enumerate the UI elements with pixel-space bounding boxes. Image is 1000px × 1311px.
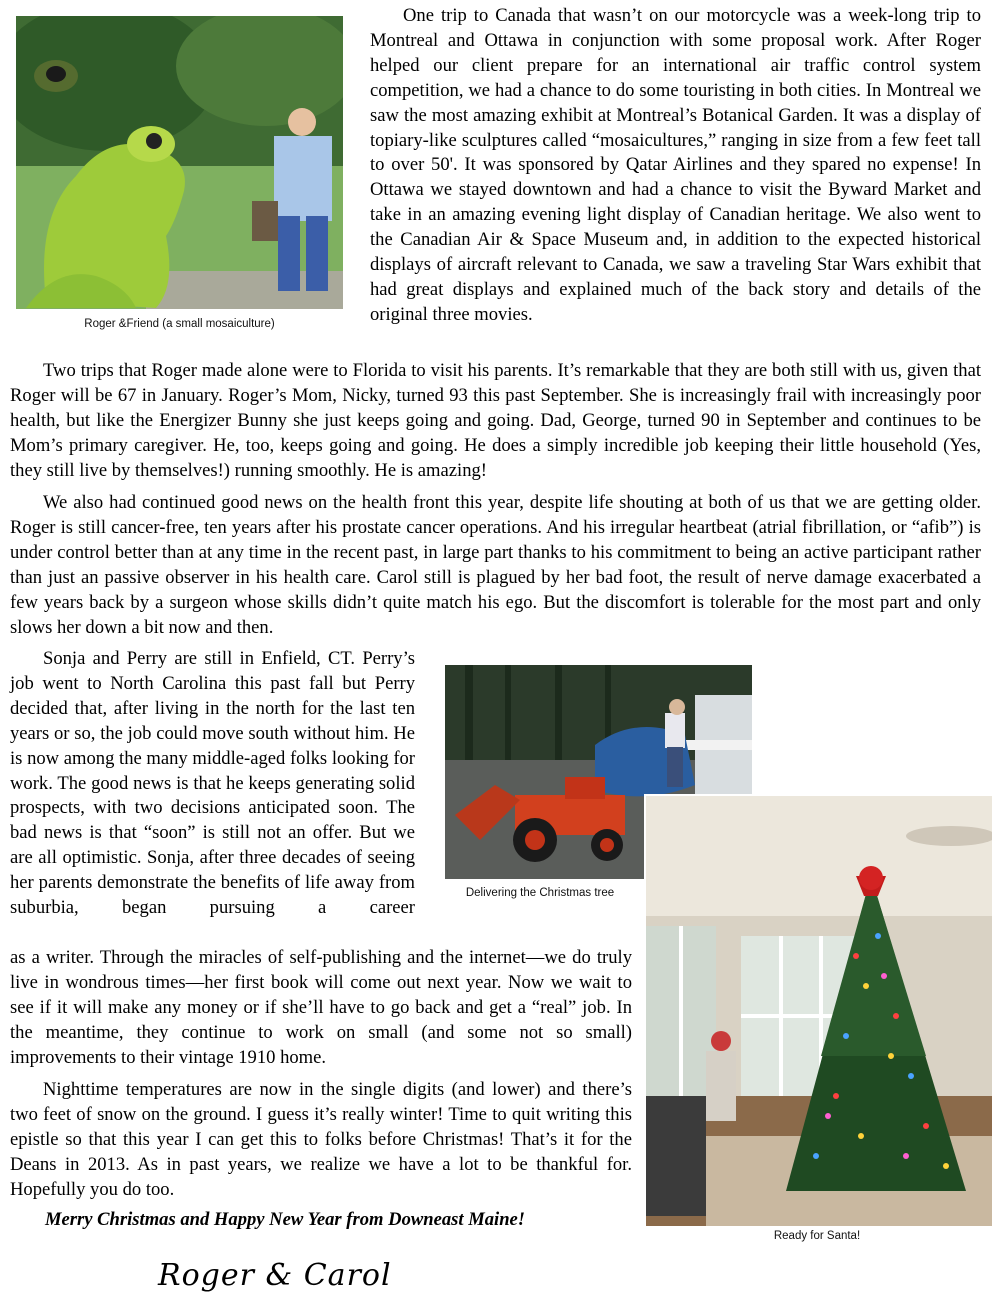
paragraph-sonja-perry: Sonja and Perry are still in Enfield, CT. Perry’s job went to North Carolina this past fall but Perry decided that, after living in the north for the last ten years or so, the job could move south without him. He is now among the many middle-aged folks looking for work. The good news is that he keeps generating solid prospects, with two decisions anticipated soon. The bad news is that “soon” is still not an offer. But we are all optimistic. Sonja, after three decades of seeing her parents demonstrate the benefits of life away from suburbia, began pursuing a career [10, 648, 415, 919]
paragraph-florida-parents: Two trips that Roger made alone were to Florida to visit his parents. It’s remarkable that they are both still with us, given that Roger will be 67 in January. Roger’s Mom, Nicky, turned 93 this past September. She is increasingly frail with increasingly poor health, but like the Energizer Bunny she just keeps going and going. Dad, George, turned 90 in September and continues to be Mom’s primary caregiver. He, too, keeps going and going. He does a simply incredible job keeping their little household (Yes, they still live by themselves!) running smoothly. He is amazing! [10, 360, 981, 481]
closing-greeting: Merry Christmas and Happy New Year from Downeast Maine! [45, 1209, 526, 1230]
paragraph-sonja-writer: as a writer. Through the miracles of self-publishing and the internet—we do truly live in wondrous times—her first book will come out next year. Now we wait to see if it will make any money or if she’ll have to go back and get a “real” job. In the meantime, they continue to work on small (and some not so small) improvements to their vintage 1910 home. [10, 947, 632, 1068]
tree-photo-caption: Ready for Santa! [773, 1230, 861, 1242]
christmas-tree-photo [644, 794, 992, 1226]
frog-photo-caption: Roger &Friend (a small mosaiculture) [84, 318, 275, 330]
paragraph-health: We also had continued good news on the health front this year, despite life shouting at both of us that we are getting older. Roger is still cancer-free, ten years after his prostate cancer operations. And his irregular heartbeat (atrial fibrillation, or “afib”) is under control better than at any time in the recent past, in large part thanks to his commitment to being an active participant rather than just an passive observer in his health care. Carol still is plagued by her bad foot, the result of nerve damage exacerbated a few years back by a surgeon whose skills didn’t quite match his ego. But the discomfort is tolerable for the most part and only slows her down a bit now and then. [10, 492, 981, 638]
paragraph-montreal-ottawa: One trip to Canada that wasn’t on our motorcycle was a week-long trip to Montreal and Ottawa in conjunction with some proposal work. After Roger helped our client prepare for an international air traffic control system competition, we had a chance to do some touristing in both cities. In Montreal we saw the most amazing exhibit at Montreal’s Botanical Garden. It was a display of topiary-like sculptures called “mosaicultures,” ranging in size from a few feet tall to over 50'. It was sponsored by Qatar Airlines and they spared no expense! In Ottawa we stayed downtown and had a chance to visit the Byward Market and take in an amazing evening light display of Canadian heritage. We also went to the Canadian Air & Space Museum and, in addition to the expected historical displays of aircraft relevant to Canada, we saw a traveling Star Wars exhibit that had great displays and explained much of the back story and details of the original three movies. [370, 5, 981, 325]
tractor-photo-caption: Delivering the Christmas tree [465, 887, 615, 899]
frog-mosaiculture-photo [16, 16, 343, 309]
paragraph-winter-closing: Nighttime temperatures are now in the single digits (and lower) and there’s two feet of snow on the ground. I guess it’s really winter! Time to quit writing this epistle so that this year I can get this to folks before Christmas! That’s it for the Deans in 2013. As in past years, we realize we have a lot to be thankful for. Hopefully you do too. [10, 1079, 632, 1200]
signature: Roger & Carol [158, 1258, 392, 1293]
